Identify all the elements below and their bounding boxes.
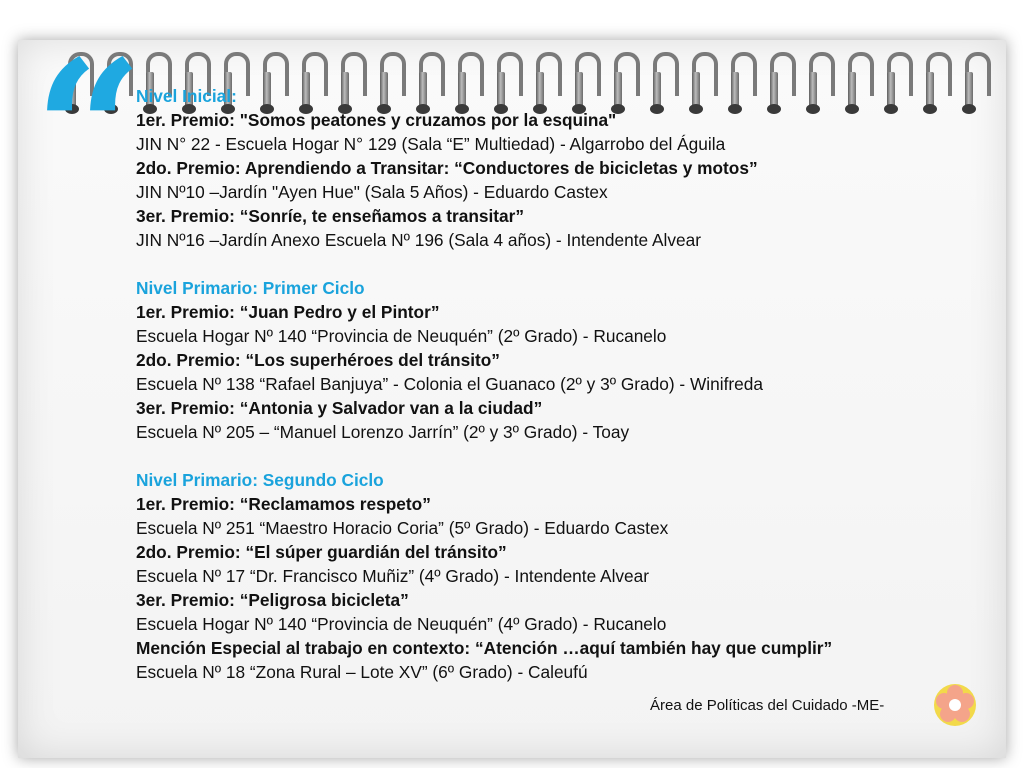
award-title: 2do. Premio: “Los superhéroes del tránsito” [136, 350, 500, 370]
award-school: Escuela Nº 205 – “Manuel Lorenzo Jarrín” (2º y 3º Grado) - Toay [136, 422, 630, 442]
award-school: Escuela Hogar Nº 140 “Provincia de Neuquén” (4º Grado) - Rucanelo [136, 614, 667, 634]
open-quote-icon: “ [34, 19, 144, 242]
flower-logo-icon [932, 682, 978, 728]
awards-list [136, 84, 996, 684]
award-school: Escuela Nº 251 “Maestro Horacio Coria” (5º Grado) - Eduardo Castex [136, 518, 669, 538]
award-title: 1er. Premio: “Juan Pedro y el Pintor” [136, 302, 440, 322]
award-title: 3er. Premio: “Sonríe, te enseñamos a transitar” [136, 206, 525, 226]
award-title: 1er. Premio: “Reclamamos respeto” [136, 494, 431, 514]
award-title: 2do. Premio: Aprendiendo a Transitar: “Conductores de bicicletas y motos” [136, 158, 758, 178]
award-school: JIN Nº10 –Jardín "Ayen Hue" (Sala 5 Años) - Eduardo Castex [136, 182, 608, 202]
award-title: 3er. Premio: “Peligrosa bicicleta” [136, 590, 409, 610]
award-title: 3er. Premio: “Antonia y Salvador van a la ciudad” [136, 398, 543, 418]
award-school: JIN N° 22 - Escuela Hogar N° 129 (Sala “E” Multiedad) - Algarrobo del Águila [136, 134, 726, 154]
footer-credit: Área de Políticas del Cuidado -ME- [650, 697, 885, 714]
special-mention-school: Escuela Nº 18 “Zona Rural – Lote XV” (6º Grado) - Caleufú [136, 662, 588, 682]
award-school: JIN Nº16 –Jardín Anexo Escuela Nº 196 (Sala 4 años) - Intendente Alvear [136, 230, 701, 250]
section-spacer [136, 252, 996, 276]
section-heading-primer-ciclo: Nivel Primario: Primer Ciclo [136, 278, 365, 298]
award-title: 2do. Premio: “El súper guardián del tránsito” [136, 542, 507, 562]
special-mention-title: Mención Especial al trabajo en contexto: “Atención …aquí también hay que cumplir” [136, 638, 833, 658]
section-heading-nivel-inicial: Nivel Inicial: [136, 86, 237, 106]
section-heading-segundo-ciclo: Nivel Primario: Segundo Ciclo [136, 470, 384, 490]
award-school: Escuela Hogar Nº 140 “Provincia de Neuquén” (2º Grado) - Rucanelo [136, 326, 667, 346]
award-school: Escuela Nº 138 “Rafael Banjuya” - Colonia el Guanaco (2º y 3º Grado) - Winifreda [136, 374, 763, 394]
award-school: Escuela Nº 17 “Dr. Francisco Muñiz” (4º Grado) - Intendente Alvear [136, 566, 650, 586]
award-title: 1er. Premio: "Somos peatones y cruzamos por la esquina" [136, 110, 617, 130]
section-spacer [136, 444, 996, 468]
